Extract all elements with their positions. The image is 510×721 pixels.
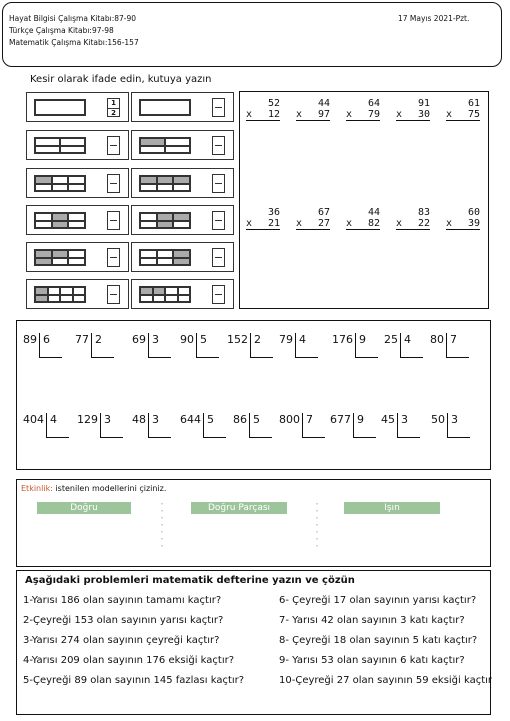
divisor: 4 xyxy=(295,333,318,358)
multiplicand: 44 xyxy=(317,98,330,109)
divider-dots-1: ˅ ˅ ˅ ˅ ˅ ˅ ˅ xyxy=(160,503,164,552)
multiplicand: 52 xyxy=(267,98,280,109)
fraction-answer-box[interactable] xyxy=(107,248,120,267)
dividend: 69 xyxy=(132,333,146,346)
activity-label xyxy=(21,484,166,493)
divisor: 4 xyxy=(46,413,69,438)
multiplier: 75 xyxy=(467,109,480,120)
multiply-sign: x xyxy=(396,218,403,229)
problem-item: 4-Yarısı 209 olan sayının 176 eksiği kaçtır? xyxy=(23,655,235,666)
problems-panel xyxy=(16,570,491,715)
problem-item: 1-Yarısı 186 olan sayının tamamı kaçtır? xyxy=(23,595,222,606)
dividend: 79 xyxy=(279,333,293,346)
division-problem xyxy=(430,333,469,358)
fraction-shape xyxy=(34,286,86,303)
fraction-answer-box[interactable] xyxy=(212,136,225,155)
fraction-shape xyxy=(139,137,191,154)
dividend: 50 xyxy=(431,413,445,426)
multiplicand: 36 xyxy=(267,207,280,218)
divisor: 3 xyxy=(447,413,470,438)
dividend: 25 xyxy=(384,333,398,346)
example-numerator: 1 xyxy=(108,99,119,109)
divisor: 5 xyxy=(196,333,219,358)
multiplicand: 83 xyxy=(417,207,430,218)
problem-item: 5-Çeyreği 89 olan sayının 145 fazlası kaçtır? xyxy=(23,675,245,686)
multiplicand: 91 xyxy=(417,98,430,109)
fraction-shape xyxy=(34,212,86,229)
fraction-shape xyxy=(34,99,86,116)
fraction-box xyxy=(131,130,234,160)
division-problem xyxy=(279,333,318,358)
activity-panel xyxy=(16,479,491,567)
division-problem xyxy=(23,333,62,358)
problem-item: 3-Yarısı 274 olan sayının çeyreği kaçtır? xyxy=(23,635,220,646)
multiplication-panel xyxy=(239,91,489,309)
division-problem xyxy=(23,413,69,438)
multiplier: 39 xyxy=(467,218,480,229)
fraction-answer-box[interactable] xyxy=(107,136,120,155)
fraction-box xyxy=(26,279,129,309)
dividend: 77 xyxy=(75,333,89,346)
problem-item: 9- Yarısı 53 olan sayının 6 katı kaçtır? xyxy=(279,655,465,666)
fraction-box xyxy=(26,205,129,235)
fraction-box xyxy=(26,242,129,272)
multiplication-problem xyxy=(446,207,480,230)
model-segment-label: Doğru Parçası xyxy=(191,502,287,514)
multiply-sign: x xyxy=(446,109,453,120)
fraction-shape xyxy=(34,175,86,192)
division-problem xyxy=(332,333,378,358)
multiplication-problem xyxy=(296,207,330,230)
multiplication-problem xyxy=(396,98,430,121)
divisor: 7 xyxy=(302,413,325,438)
fraction-answer-box[interactable] xyxy=(107,174,120,193)
dividend: 176 xyxy=(332,333,353,346)
fraction-box xyxy=(131,168,234,198)
division-problem xyxy=(330,413,376,438)
multiplier: 12 xyxy=(267,109,280,120)
header-line-2: Türkçe Çalışma Kitabı:97-98 xyxy=(9,26,114,35)
fraction-shape xyxy=(139,286,191,303)
divisor: 5 xyxy=(249,413,272,438)
division-problem xyxy=(132,333,171,358)
dividend: 48 xyxy=(132,413,146,426)
multiplier: 79 xyxy=(367,109,380,120)
fraction-shape xyxy=(139,99,191,116)
activity-label-highlight: Etkinlik: xyxy=(21,484,53,493)
multiplier: 97 xyxy=(317,109,330,120)
divisor: 4 xyxy=(400,333,423,358)
multiplicand: 61 xyxy=(467,98,480,109)
divisor: 9 xyxy=(353,413,376,438)
multiplication-problem xyxy=(246,98,280,121)
division-panel xyxy=(16,320,491,470)
fraction-box xyxy=(26,92,129,122)
fraction-box xyxy=(131,279,234,309)
divisor: 9 xyxy=(355,333,378,358)
fraction-shape xyxy=(139,175,191,192)
division-problem xyxy=(75,333,114,358)
fraction-box xyxy=(26,130,129,160)
model-ray-label: Işın xyxy=(344,502,440,514)
division-problem xyxy=(279,413,325,438)
problem-item: 7- Yarısı 42 olan sayının 3 katı kaçtır? xyxy=(279,615,465,626)
divisor: 2 xyxy=(250,333,273,358)
dividend: 90 xyxy=(180,333,194,346)
multiplication-problem xyxy=(446,98,480,121)
dividend: 677 xyxy=(330,413,351,426)
multiplicand: 44 xyxy=(367,207,380,218)
multiply-sign: x xyxy=(246,218,253,229)
fraction-answer-box[interactable] xyxy=(212,248,225,267)
fraction-answer-box[interactable] xyxy=(212,174,225,193)
fraction-answer-box[interactable] xyxy=(107,285,120,304)
multiplication-problem xyxy=(346,98,380,121)
header-line-1: Hayat Bilgisi Çalışma Kitabı:87-90 xyxy=(9,14,137,23)
division-problem xyxy=(77,413,123,438)
multiply-sign: x xyxy=(246,109,253,120)
fraction-shape xyxy=(34,249,86,266)
divisor: 6 xyxy=(39,333,62,358)
divisor: 5 xyxy=(203,413,226,438)
division-problem xyxy=(384,333,423,358)
problem-item: 2-Çeyreği 153 olan sayının yarısı kaçtır? xyxy=(23,615,224,626)
divisor: 3 xyxy=(148,413,171,438)
multiply-sign: x xyxy=(296,109,303,120)
example-denominator: 2 xyxy=(111,108,116,117)
fraction-answer-box[interactable] xyxy=(212,211,225,230)
divisor: 3 xyxy=(148,333,171,358)
multiplier: 27 xyxy=(317,218,330,229)
fraction-answer-box[interactable] xyxy=(107,98,120,117)
division-problem xyxy=(132,413,171,438)
problems-title: Aşağıdaki problemleri matematik defterine yazın ve çözün xyxy=(25,575,355,586)
divisor: 2 xyxy=(91,333,114,358)
division-problem xyxy=(227,333,273,358)
dividend: 86 xyxy=(233,413,247,426)
divider-dots-2: ˄ ˄ ˄ ˄ ˄ ˄ ˄ xyxy=(315,503,319,552)
problem-item: 8- Çeyreği 18 olan sayının 5 katı kaçtır? xyxy=(279,635,478,646)
header-box xyxy=(2,2,502,67)
division-problem xyxy=(431,413,470,438)
fraction-shape xyxy=(34,137,86,154)
fraction-answer-box[interactable] xyxy=(212,98,225,117)
problem-item: 6- Çeyreği 17 olan sayının yarısı kaçtır? xyxy=(279,595,477,606)
model-line-label: Doğru xyxy=(37,502,131,514)
multiply-sign: x xyxy=(346,109,353,120)
division-problem xyxy=(381,413,420,438)
multiplier: 21 xyxy=(267,218,280,229)
header-date: 17 Mayıs 2021-Pzt. xyxy=(398,14,470,23)
multiply-sign: x xyxy=(396,109,403,120)
fraction-shape xyxy=(139,212,191,229)
division-problem xyxy=(180,413,226,438)
dividend: 800 xyxy=(279,413,300,426)
multiplicand: 67 xyxy=(317,207,330,218)
divisor: 7 xyxy=(446,333,469,358)
multiply-sign: x xyxy=(446,218,453,229)
header-line-3: Matematik Çalışma Kitabı:156-157 xyxy=(9,38,139,47)
multiplication-problem xyxy=(396,207,430,230)
fractions-instruction: Kesir olarak ifade edin, kutuya yazın xyxy=(30,74,212,85)
multiplication-problem xyxy=(346,207,380,230)
divisor: 3 xyxy=(397,413,420,438)
multiplier: 82 xyxy=(367,218,380,229)
multiplier: 22 xyxy=(417,218,430,229)
fraction-box xyxy=(131,205,234,235)
division-problem xyxy=(180,333,219,358)
dividend: 89 xyxy=(23,333,37,346)
multiply-sign: x xyxy=(346,218,353,229)
divisor: 3 xyxy=(100,413,123,438)
dividend: 152 xyxy=(227,333,248,346)
fraction-shape xyxy=(139,249,191,266)
problem-item: 10-Çeyreği 27 olan sayının 59 eksiği kaçtır xyxy=(279,675,493,686)
dividend: 45 xyxy=(381,413,395,426)
multiplication-problem xyxy=(246,207,280,230)
fraction-box xyxy=(26,168,129,198)
multiplicand: 64 xyxy=(367,98,380,109)
dividend: 404 xyxy=(23,413,44,426)
fraction-box xyxy=(131,242,234,272)
multiplier: 30 xyxy=(417,109,430,120)
dividend: 129 xyxy=(77,413,98,426)
dividend: 80 xyxy=(430,333,444,346)
fraction-box xyxy=(131,92,234,122)
fraction-answer-box[interactable] xyxy=(107,211,120,230)
multiply-sign: x xyxy=(296,218,303,229)
multiplicand: 60 xyxy=(467,207,480,218)
fraction-answer-box[interactable] xyxy=(212,285,225,304)
multiplication-problem xyxy=(296,98,330,121)
activity-label-text: istenilen modellerini çiziniz. xyxy=(55,484,167,493)
division-problem xyxy=(233,413,272,438)
dividend: 644 xyxy=(180,413,201,426)
